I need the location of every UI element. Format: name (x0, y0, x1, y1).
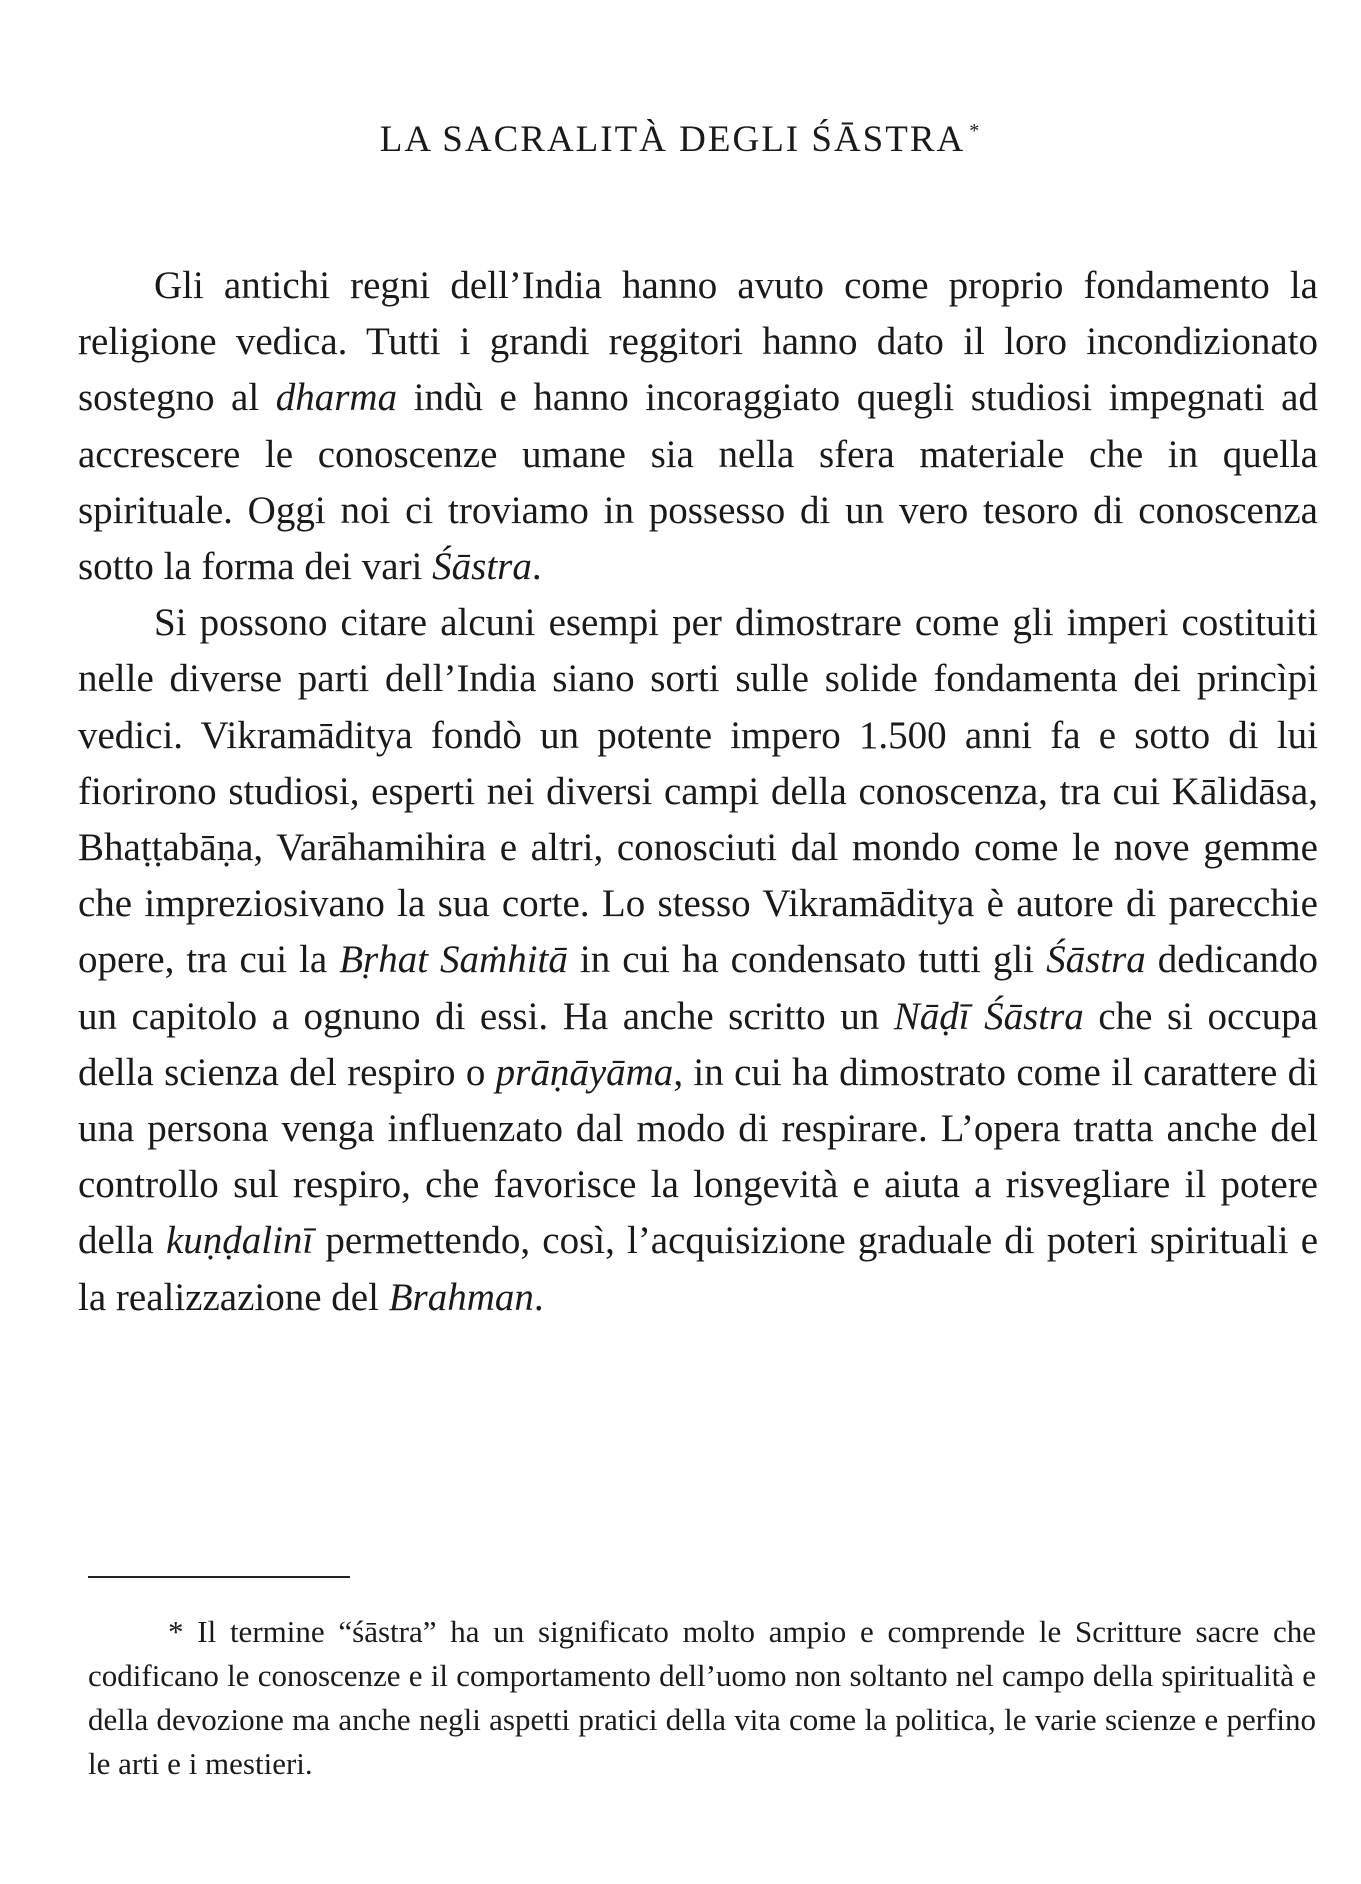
italic-term: kuṇḍalinī (165, 1219, 314, 1263)
italic-term: Bṛhat Saṁhitā (339, 938, 568, 982)
italic-term: Brahman (388, 1275, 534, 1319)
footnote-separator (88, 1576, 350, 1578)
footnote-reference-marker: * (969, 120, 982, 142)
chapter-title-text: LA SACRALITÀ DEGLI ŚĀSTRA (379, 119, 966, 160)
italic-term: Nāḍī Śāstra (893, 994, 1084, 1038)
footnote-text: Il termine “śāstra” ha un significato molto ampio e comprende le Scritture sacre che codificano le conoscenze e il comportamento dell’uomo non soltanto nel campo della spiritualità e della devozione ma anche negli aspetti pratici della vita come la politica, le varie scienze e perfino le arti e i mestieri. (88, 1614, 1316, 1781)
paragraph-2: Si possono citare alcuni esempi per dimostrare come gli imperi costituiti nelle diverse parti dell’India siano sorti sulle solide fondamenta dei princìpi vedici. Vikramāditya fondò un potente impero 1.500 anni fa e sotto di lui fiorirono studiosi, esperti nei diversi campi della conoscenza, tra cui Kālidāsa, Bhaṭṭabāṇa, Varāhamihira e altri, conosciuti dal mondo come le nove gemme che impreziosivano la sua corte. Lo stesso Vikramāditya è autore di parecchie opere, tra cui la Bṛhat Saṁhitā in cui ha condensato tutti gli Śāstra dedicando un capitolo a ognuno di essi. Ha anche scritto un Nāḍī Śāstra che si occupa della scienza del respiro o prāṇāyāma, in cui ha dimostrato come il carattere di una persona venga influenzato dal modo di respirare. L’opera tratta anche del controllo sul respiro, che favorisce la longevità e aiuta a risvegliare il potere della kuṇḍalinī permettendo, così, l’acquisizione graduale di poteri spirituali e la realizzazione del Brahman. (78, 601, 1319, 1319)
paragraph-1: Gli antichi regni dell’India hanno avuto come proprio fondamento la religione vedica. Tutti i grandi reggitori hanno dato il loro incondizionato sostegno al dharma indù e hanno incoraggiato quegli studiosi impegnati ad accrescere le conoscenze umane sia nella sfera materiale che in quella spirituale. Oggi noi ci troviamo in possesso di un vero tesoro di conoscenza sotto la forma dei vari Śāstra. (78, 264, 1318, 589)
italic-term: Śāstra (432, 545, 532, 589)
footnote-marker: * (168, 1614, 184, 1649)
body-text (78, 258, 1318, 1326)
chapter-title (0, 118, 1361, 161)
footnote (88, 1610, 1316, 1786)
italic-term: Śāstra (1046, 938, 1146, 982)
italic-term: dharma (275, 376, 398, 420)
italic-term: prāṇāyāma (495, 1050, 674, 1094)
